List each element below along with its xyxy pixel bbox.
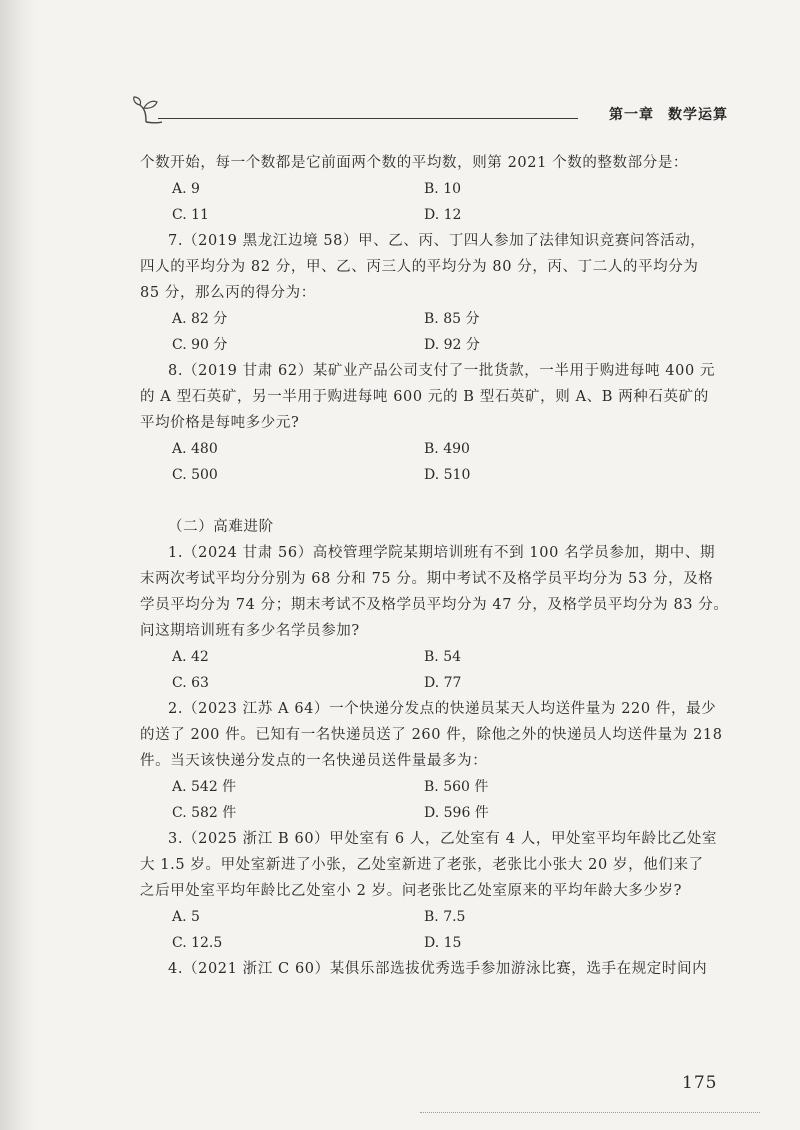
question-8-line-3: 平均价格是每吨多少元? [140,415,300,431]
page-content [140,150,730,982]
section-title: （二）高难进阶 [168,519,274,535]
hard-question-3-line-2: 大 1.5 岁。甲处室新进了小张，乙处室新进了老张，老张比小张大 20 岁，他们来了 [140,857,704,873]
option-a: A. 82 分 [172,311,228,327]
options-row [140,176,730,202]
question-text-line: 个数开始，每一个数都是它前面两个数的平均数，则第 2021 个数的整数部分是： [140,155,689,171]
option-c: C. 63 [172,675,209,691]
chapter-title: 数学运算 [668,107,728,123]
page-header [132,96,728,126]
option-d: D. 92 分 [424,337,480,353]
footer-scan-artifact [420,1112,760,1115]
question-8-line-1: 8.（2019 甘肃 62）某矿业产品公司支付了一批货款，一半用于购进每吨 400 元 [168,363,716,379]
option-b: B. 7.5 [424,909,466,925]
hard-question-3-line-1: 3.（2025 浙江 B 60）甲处室有 6 人，乙处室有 4 人，甲处室平均年龄比乙处室 [168,831,718,847]
options-row [140,904,730,930]
option-d: D. 510 [424,467,471,483]
option-d: D. 12 [424,207,462,223]
option-c: C. 90 分 [172,337,228,353]
page-number: 175 [682,1073,718,1093]
option-c: C. 11 [172,207,209,223]
sprout-icon [132,96,162,124]
option-a: A. 42 [172,649,209,665]
question-8-line-2: 的 A 型石英矿，另一半用于购进每吨 600 元的 B 型石英矿，则 A、B 两种石英矿的 [140,389,709,405]
header-rule [158,118,578,119]
option-c: C. 500 [172,467,218,483]
option-a: A. 9 [172,181,200,197]
question-7-line-3: 85 分，那么丙的得分为： [140,285,316,301]
question-7-line-2: 四人的平均分为 82 分，甲、乙、丙三人的平均分为 80 分，丙、丁二人的平均分为 [140,259,699,275]
hard-question-1-line-4: 问这期培训班有多少名学员参加? [140,623,360,639]
hard-question-2-line-1: 2.（2023 江苏 A 64）一个快递分发点的快递员某天人均送件量为 220 件，最少 [168,701,717,717]
option-d: D. 596 件 [424,805,489,821]
hard-question-2-line-2: 的送了 200 件。已知有一名快递员送了 260 件，除他之外的快递员人均送件量为 218 [140,727,723,743]
option-a: A. 5 [172,909,200,925]
options-row [140,774,730,800]
option-a: A. 542 件 [172,779,237,795]
hard-question-1-line-1: 1.（2024 甘肃 56）高校管理学院某期培训班有不到 100 名学员参加，期中、期 [168,545,716,561]
options-row [140,930,730,956]
hard-question-1-line-2: 末两次考试平均分分别为 68 分和 75 分。期中考试不及格学员平均分为 53 分，及格 [140,571,714,587]
options-row [140,462,730,488]
options-row [140,332,730,358]
chapter-heading [609,104,728,124]
option-c: C. 582 件 [172,805,237,821]
option-b: B. 490 [424,441,470,457]
options-row [140,644,730,670]
options-row [140,202,730,228]
option-c: C. 12.5 [172,935,223,951]
hard-question-2-line-3: 件。当天该快递分发点的一名快递员送件量最多为： [140,753,488,769]
option-d: D. 77 [424,675,462,691]
options-row [140,670,730,696]
option-b: B. 560 件 [424,779,489,795]
option-b: B. 85 分 [424,311,480,327]
option-b: B. 54 [424,649,462,665]
hard-question-1-line-3: 学员平均分为 74 分；期末考试不及格学员平均分为 47 分，及格学员平均分为 83 分。 [140,597,729,613]
options-row [140,800,730,826]
question-7-line-1: 7.（2019 黑龙江边境 58）甲、乙、丙、丁四人参加了法律知识竞赛问答活动， [168,233,706,249]
option-a: A. 480 [172,441,218,457]
options-row [140,436,730,462]
option-d: D. 15 [424,935,462,951]
hard-question-4-line-1: 4.（2021 浙江 C 60）某俱乐部选拔优秀选手参加游泳比赛，选手在规定时间内 [168,961,708,977]
chapter-number: 第一章 [609,107,654,123]
page-gutter-shadow [0,0,38,1130]
hard-question-3-line-3: 之后甲处室平均年龄比乙处室小 2 岁。问老张比乙处室原来的平均年龄大多少岁? [140,883,683,899]
options-row [140,306,730,332]
option-b: B. 10 [424,181,462,197]
